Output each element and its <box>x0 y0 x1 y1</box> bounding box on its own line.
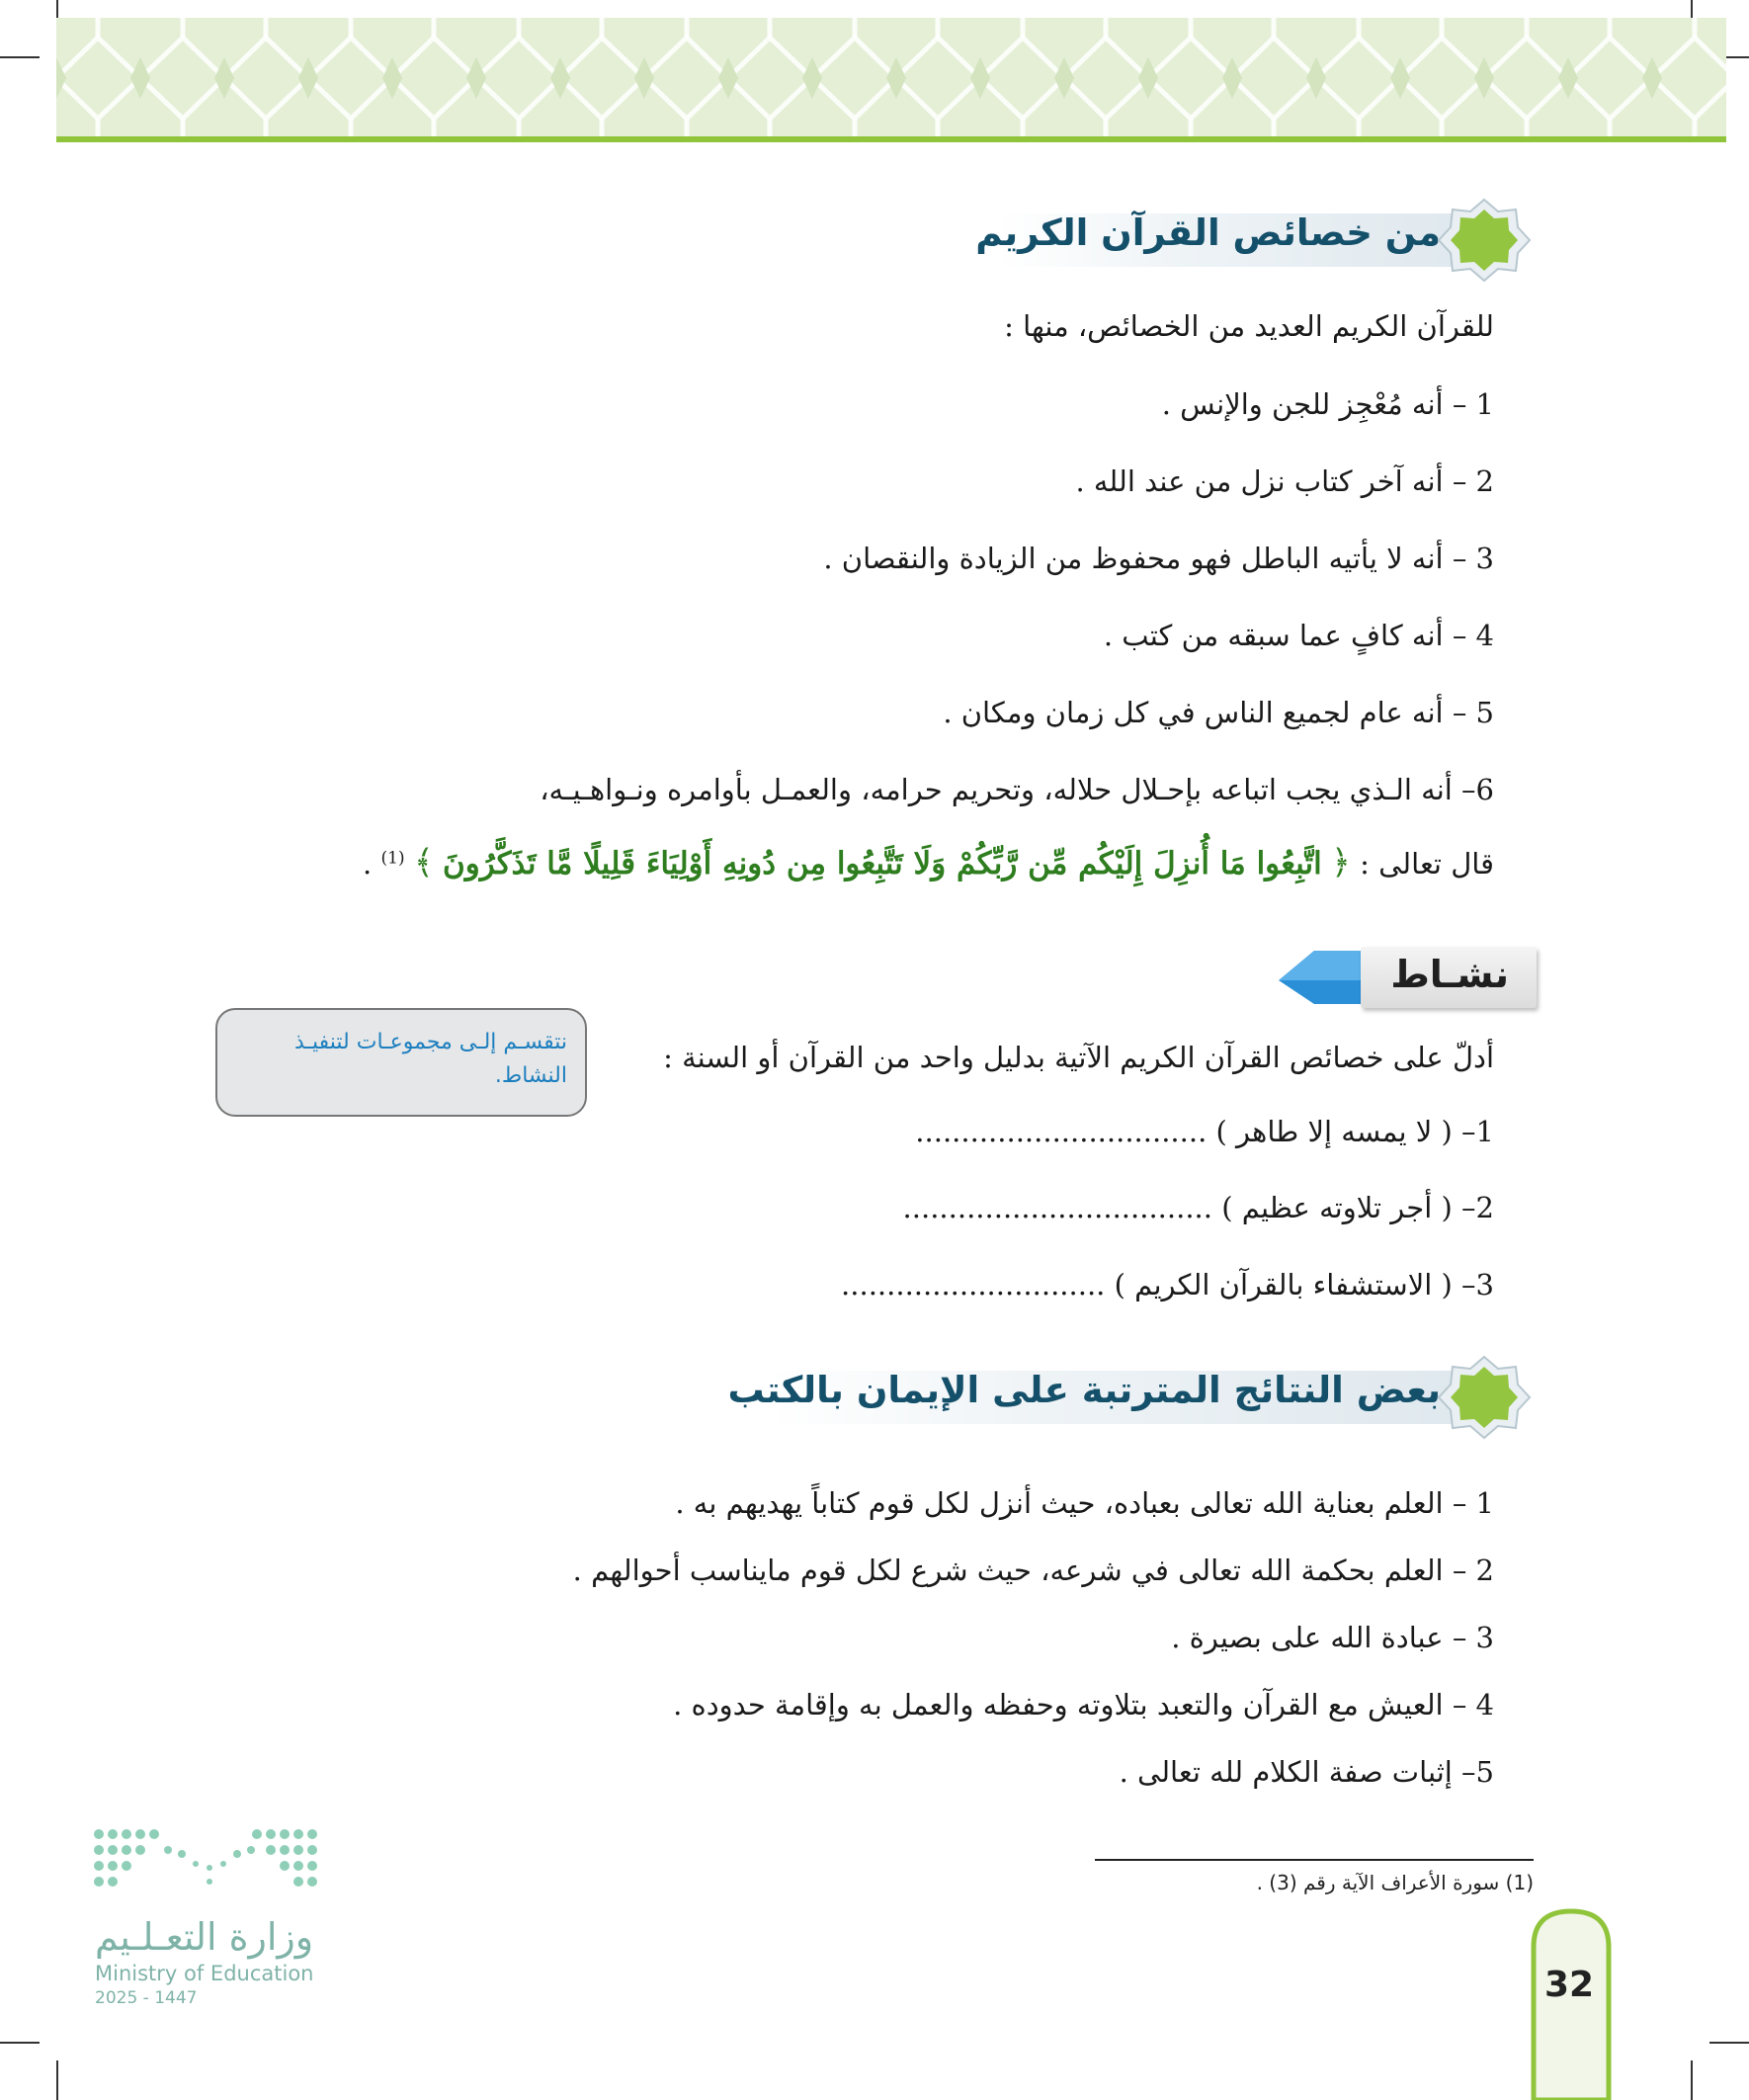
group-note-box: نتقسـم إلـى مجموعـات لتنفيـذ النشاط. <box>215 1008 587 1117</box>
activity-item-text: 3– ( الاستشفاء بالقرآن الكريم ) <box>1114 1268 1494 1302</box>
crop-mark <box>1691 2060 1693 2100</box>
list-item: 2 – العلم بحكمة الله تعالى في شرعه، حيث شرع لكل قوم مايناسب أحوالهم . <box>572 1554 1494 1587</box>
answer-dots: ............................. <box>841 1268 1106 1302</box>
section-heading-results <box>727 1355 1532 1440</box>
list-item: 1 – العلم بعناية الله تعالى بعباده، حيث أنزل لكل قوم كتاباً يهديهم به . <box>675 1486 1494 1520</box>
activity-item <box>915 1115 1494 1148</box>
ministry-logo-icon <box>89 1824 326 1903</box>
list-item: 4 – العيش مع القرآن والتعبد بتلاوته وحفظه والعمل به وإقامة حدوده . <box>673 1688 1494 1722</box>
activity-item-text: 1– ( لا يمسه إلا طاهر ) <box>1215 1115 1494 1148</box>
ministry-name-english: Ministry of Education <box>95 1962 314 1985</box>
list-item: 4 – أنه كافٍ عما سبقه من كتب . <box>1103 619 1494 652</box>
octagon-star-icon <box>1437 1355 1532 1440</box>
page-number: 32 <box>1543 1965 1595 2005</box>
header-underline <box>56 136 1726 142</box>
activity-instruction: أدلّ على خصائص القرآن الكريم الآتية بدليل واحد من القرآن أو السنة : <box>663 1041 1494 1074</box>
list-item: 5– إثبات صفة الكلام لله تعالى . <box>1119 1755 1494 1789</box>
footnote-divider <box>1095 1859 1534 1861</box>
answer-dots: .................................. <box>902 1191 1212 1224</box>
activity-heading <box>1275 947 1537 1008</box>
section-title: من خصائص القرآن الكريم <box>975 211 1441 254</box>
footnote-reference: (1) <box>380 848 405 869</box>
edition-year: 2025 - 1447 <box>95 1988 198 2008</box>
footnote-text: (1) سورة الأعراف الآية رقم (3) . <box>1256 1871 1534 1894</box>
octagon-star-icon <box>1437 198 1532 283</box>
verse-text: اتَّبِعُوا مَا أُنزِلَ إِلَيْكُم مِّن رَّبِّكُمْ وَلَا تَتَّبِعُوا مِن دُونِهِ أَوْلِيَاءَ قَلِيلًا مَّا تَذَكَّرُونَ <box>442 846 1322 882</box>
quran-verse-line <box>363 842 1494 882</box>
list-item: 6– أنه الـذي يجب اتباعه بإحـلال حلاله، وتحريم حرامه، والعمـل بأوامره ونـواهـيـه، <box>540 773 1494 806</box>
verse-close-bracket: ﴾ <box>413 843 434 882</box>
list-item: 3 – عبادة الله على بصيرة . <box>1171 1621 1494 1654</box>
geometric-pattern <box>56 18 1726 138</box>
crop-mark <box>0 2042 40 2044</box>
ministry-name-arabic: وزارة التعـلـيم <box>95 1915 314 1959</box>
list-item: 5 – أنه عام لجميع الناس في كل زمان ومكان . <box>943 696 1494 729</box>
list-item: 1 – أنه مُعْجِز للجن والإنس . <box>1161 387 1494 421</box>
quote-prefix: قال تعالى : <box>1360 847 1494 881</box>
verse-end: . <box>363 847 373 881</box>
activity-label: نشـاط <box>1390 953 1509 996</box>
header-pattern-band <box>56 18 1726 138</box>
intro-paragraph: للقرآن الكريم العديد من الخصائص، منها : <box>1004 309 1494 343</box>
verse-open-bracket: ﴿ <box>1330 843 1351 882</box>
activity-item <box>903 1191 1494 1224</box>
crop-mark <box>0 56 40 58</box>
crop-mark <box>1709 2042 1749 2044</box>
activity-item <box>841 1268 1494 1302</box>
activity-label-box <box>1361 947 1537 1008</box>
list-item: 2 – أنه آخر كتاب نزل من عند الله . <box>1075 464 1494 498</box>
activity-item-text: 2– ( أجر تلاوته عظيم ) <box>1221 1191 1494 1224</box>
section-heading-characteristics <box>975 198 1532 283</box>
crop-mark <box>56 2060 58 2100</box>
section-title: بعض النتائج المترتبة على الإيمان بالكتب <box>727 1369 1441 1411</box>
list-item: 3 – أنه لا يأتيه الباطل فهو محفوظ من الزيادة والنقصان . <box>823 542 1494 575</box>
answer-dots: ................................ <box>915 1115 1208 1148</box>
